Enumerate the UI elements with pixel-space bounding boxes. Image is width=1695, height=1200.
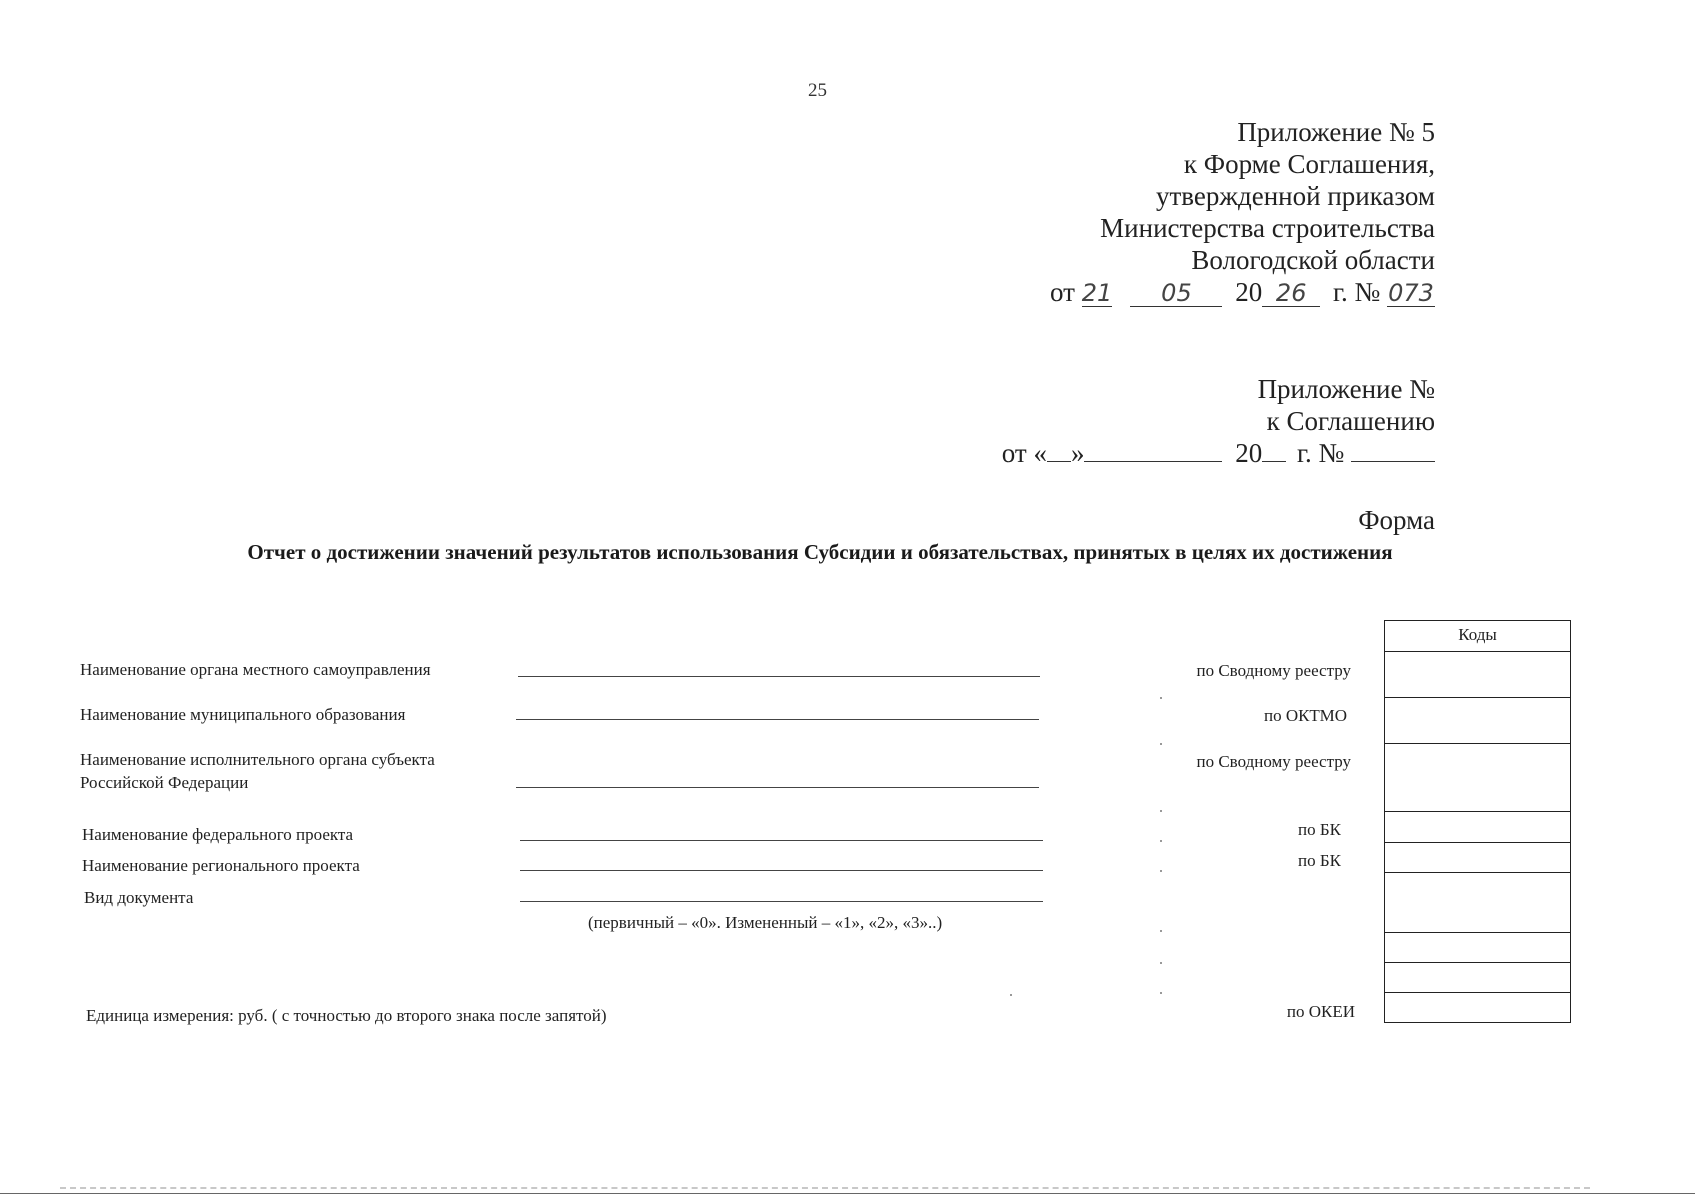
scan-speck bbox=[1160, 697, 1162, 699]
code-cell-svod-reestr-2 bbox=[1385, 743, 1570, 811]
field-municipality-label: Наименование муниципального образования bbox=[80, 705, 406, 724]
annex-agreement-date-line bbox=[1002, 437, 1435, 469]
code-label-bk-2: по БК bbox=[1298, 851, 1341, 870]
code-cell-bk-1 bbox=[1385, 811, 1570, 842]
annex-agreement-line-2: к Соглашению bbox=[1266, 406, 1435, 436]
annex-5-date-line bbox=[1050, 276, 1435, 308]
code-label-okei: по ОКЕИ bbox=[1286, 1002, 1355, 1021]
annex-agreement-date-prefix: от « bbox=[1001, 438, 1047, 468]
annex-agreement-line-1: Приложение № bbox=[1257, 374, 1435, 404]
annex-agreement-quote-close: » bbox=[1070, 438, 1085, 468]
annex-5-year-prefix: 20 bbox=[1235, 277, 1263, 307]
scan-speck bbox=[1160, 992, 1162, 994]
code-cell-empty-1 bbox=[1385, 872, 1570, 932]
annex-agreement-header bbox=[835, 373, 1435, 469]
field-local-authority-label: Наименование органа местного самоуправления bbox=[80, 660, 431, 679]
annex-agreement-year-prefix: 20 bbox=[1235, 438, 1263, 468]
field-executive-body-label-2: Российской Федерации bbox=[80, 773, 249, 792]
annex-agreement-number-blank bbox=[1351, 437, 1435, 462]
annex-5-line-3: утвержденной приказом bbox=[1155, 181, 1435, 211]
field-regional-project-line bbox=[520, 870, 1043, 871]
code-cell-bk-2 bbox=[1385, 842, 1570, 872]
unit-of-measure-label: Единица измерения: руб. ( с точностью до второго знака после запятой) bbox=[86, 1006, 607, 1025]
annex-5-line-4: Министерства строительства bbox=[1100, 213, 1435, 243]
annex-5-line-2: к Форме Соглашения, bbox=[1183, 149, 1435, 179]
annex-5-date-prefix: от bbox=[1050, 277, 1075, 307]
field-federal-project-line bbox=[520, 840, 1043, 841]
page-number: 25 bbox=[808, 80, 827, 101]
code-label-svod-reestr-2: по Сводному реестру bbox=[1196, 752, 1351, 771]
code-cell-oktmo bbox=[1385, 697, 1570, 743]
field-local-authority-line bbox=[518, 676, 1040, 677]
field-executive-body-label-1: Наименование исполнительного органа субъекта bbox=[80, 750, 435, 769]
annex-5-day: 21 bbox=[1081, 279, 1113, 307]
form-label: Форма bbox=[1358, 505, 1435, 535]
code-cell-empty-3 bbox=[1385, 962, 1570, 992]
scan-speck bbox=[1160, 840, 1162, 842]
codes-table bbox=[1384, 620, 1571, 1023]
field-executive-body-line bbox=[516, 787, 1039, 788]
code-cell-empty-2 bbox=[1385, 932, 1570, 962]
code-cell-svod-reestr-1 bbox=[1385, 651, 1570, 697]
annex-5-line-5: Вологодской области bbox=[1191, 245, 1435, 275]
scan-speck bbox=[1160, 930, 1162, 932]
code-label-bk-1: по БК bbox=[1298, 820, 1341, 839]
field-municipality-line bbox=[516, 719, 1039, 720]
page-bottom-rule bbox=[0, 1193, 1695, 1194]
scan-speck bbox=[1160, 810, 1162, 812]
code-label-oktmo: по ОКТМО bbox=[1263, 706, 1347, 725]
code-cell-okei bbox=[1385, 992, 1570, 1022]
annex-5-month: 05 bbox=[1130, 280, 1222, 307]
scan-bottom-artifact bbox=[60, 1187, 1590, 1189]
field-regional-project-label: Наименование регионального проекта bbox=[82, 856, 360, 875]
field-doc-type-line bbox=[520, 901, 1043, 902]
code-label-svod-reestr-1: по Сводному реестру bbox=[1196, 661, 1351, 680]
field-doc-type-label: Вид документа bbox=[84, 888, 194, 907]
annex-agreement-month-blank bbox=[1084, 437, 1222, 462]
annex-agreement-year-blank bbox=[1262, 437, 1286, 462]
scan-speck bbox=[1160, 743, 1162, 745]
annex-5-year-suffix: 26 bbox=[1262, 280, 1320, 307]
field-doc-type-hint: (первичный – «0». Измененный – «1», «2», «3»..) bbox=[588, 913, 943, 932]
annex-5-line-1: Приложение № 5 bbox=[1237, 117, 1435, 147]
codes-table-header: Коды bbox=[1458, 625, 1497, 644]
report-title: Отчет о достижении значений результатов использования Субсидии и обязательствах, принятых в целях их достижения bbox=[247, 540, 1393, 564]
scan-speck bbox=[1010, 994, 1012, 996]
scan-speck bbox=[1160, 870, 1162, 872]
annex-5-number: 073 bbox=[1388, 279, 1434, 307]
field-federal-project-label: Наименование федерального проекта bbox=[82, 825, 354, 844]
scan-speck bbox=[1160, 962, 1162, 964]
annex-5-number-prefix: г. № bbox=[1332, 277, 1381, 307]
annex-agreement-day-blank bbox=[1047, 437, 1071, 462]
annex-5-header bbox=[835, 116, 1435, 308]
annex-agreement-number-prefix: г. № bbox=[1296, 438, 1345, 468]
